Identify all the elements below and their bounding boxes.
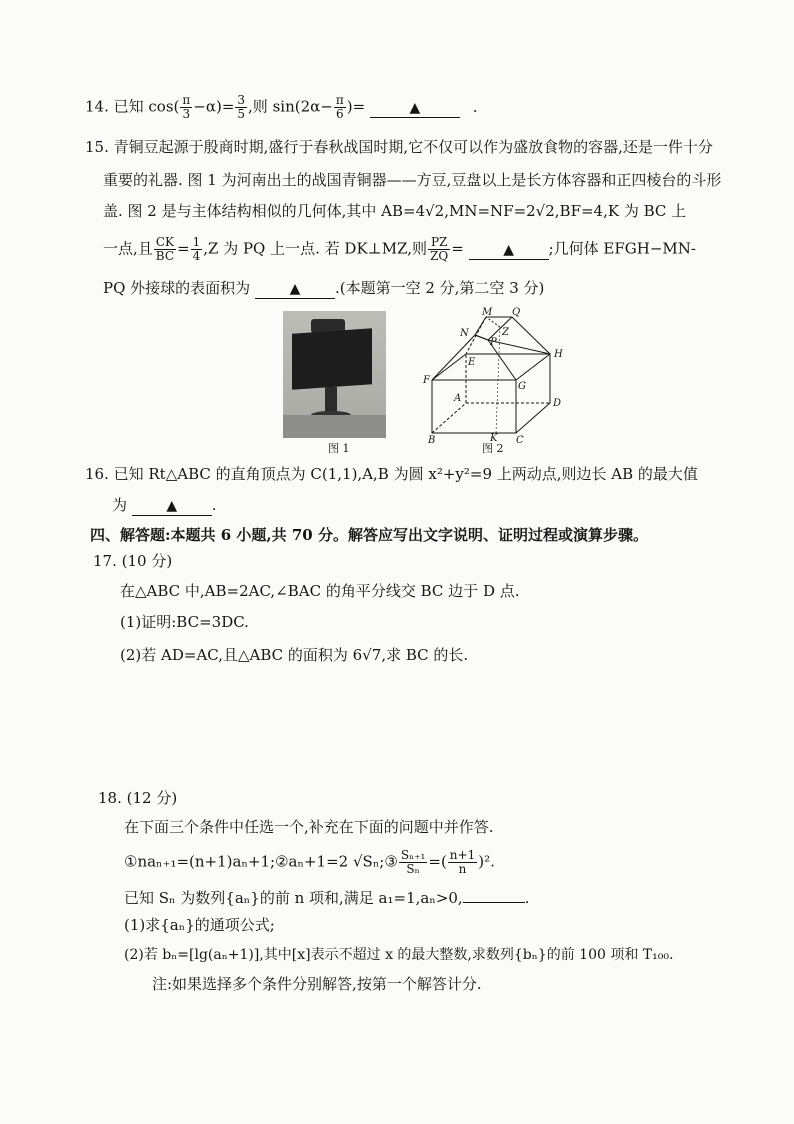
q18-frac-s-den: Sₙ bbox=[406, 862, 420, 876]
section-4-heading: 四、解答题:本题共 6 小题,共 70 分。解答应写出文字说明、证明过程或演算步骤。 bbox=[90, 526, 648, 544]
q18-stem: 在下面三个条件中任选一个,补充在下面的问题中并作答. bbox=[124, 818, 494, 836]
figure-2-caption: 图 2 bbox=[482, 442, 504, 455]
label-H: H bbox=[554, 349, 563, 360]
label-Q: Q bbox=[512, 307, 521, 318]
q18-frac-n-num: n+1 bbox=[449, 848, 476, 862]
q14-answer-blank[interactable] bbox=[370, 98, 460, 118]
q15-line-5 bbox=[103, 277, 544, 299]
q14-frac2-num: 3 bbox=[237, 93, 246, 107]
q17-part-1: (1)证明:BC=3DC. bbox=[120, 613, 249, 631]
q15-frac-4: 4 bbox=[192, 249, 201, 263]
q17-stem: 在△ABC 中,AB=2AC,∠BAC 的角平分线交 BC 边于 D 点. bbox=[120, 582, 520, 600]
q15-frac-1-4 bbox=[191, 236, 203, 263]
triangle-mark-icon: ▲ bbox=[503, 241, 514, 258]
label-N: N bbox=[460, 328, 469, 339]
vessel-body bbox=[292, 328, 372, 390]
vessel-surface bbox=[283, 415, 386, 438]
q17-heading: 17. (10 分) bbox=[93, 552, 173, 570]
q18-cond-b: =( bbox=[428, 852, 447, 871]
q15-line-4 bbox=[103, 236, 696, 263]
label-P: P bbox=[490, 337, 497, 348]
vessel-stem bbox=[325, 387, 337, 413]
question-14 bbox=[85, 94, 477, 121]
q16-l2-a: 为 bbox=[112, 496, 128, 514]
q14-prefix: 14. 已知 cos( bbox=[85, 97, 180, 116]
q16-answer-blank[interactable] bbox=[132, 496, 212, 516]
figure-1-bronze-vessel-photo bbox=[283, 311, 386, 438]
figure-1-caption: 图 1 bbox=[328, 442, 350, 455]
q18-cond-a: ①naₙ₊₁=(n+1)aₙ+1;②aₙ+1=2 √Sₙ;③ bbox=[124, 852, 398, 871]
q15-frac-pz-zq bbox=[428, 236, 450, 263]
figure-2-geometry-diagram bbox=[420, 305, 570, 445]
q15-l4-e: ;几何体 EFGH−MN- bbox=[548, 239, 696, 258]
label-Z: Z bbox=[502, 327, 509, 338]
q14-frac3-den: 6 bbox=[335, 107, 344, 121]
q14-mid1: −α)= bbox=[193, 97, 235, 116]
q15-l5-a: PQ 外接球的表面积为 bbox=[103, 279, 251, 297]
q18-frac-n bbox=[448, 849, 477, 876]
q18-heading: 18. (12 分) bbox=[98, 789, 178, 807]
q15-frac-zq: ZQ bbox=[430, 249, 449, 263]
q15-l4-b: = bbox=[177, 239, 190, 258]
q18-frac-n-den: n bbox=[458, 862, 467, 876]
q14-mid3: )= bbox=[346, 97, 366, 116]
q14-frac3-num: π bbox=[335, 93, 344, 107]
q18-part-1: (1)求{aₙ}的通项公式; bbox=[124, 916, 275, 934]
label-A: A bbox=[454, 393, 462, 404]
q15-line-2: 重要的礼器. 图 1 为河南出土的战国青铜器——方豆,豆盘以上是长方体容器和正四棱台的斗形 bbox=[103, 171, 722, 189]
q18-frac-s-num: Sₙ₊₁ bbox=[400, 848, 426, 862]
q14-frac1-den: 3 bbox=[182, 107, 191, 121]
q15-l4-a: 一点,且 bbox=[103, 239, 153, 258]
q18-conditions bbox=[124, 849, 495, 876]
q16-line-2 bbox=[112, 494, 217, 516]
q15-l5-b: .(本题第一空 2 分,第二空 3 分) bbox=[334, 279, 545, 297]
label-F: F bbox=[423, 375, 430, 386]
triangle-mark-icon: ▲ bbox=[166, 498, 178, 514]
label-E: E bbox=[468, 357, 476, 368]
q14-mid2: ,则 sin(2α− bbox=[248, 97, 333, 116]
q14-end: . bbox=[472, 97, 478, 116]
label-D: D bbox=[553, 398, 562, 409]
q15-frac-ck: CK bbox=[154, 236, 176, 250]
q18-given bbox=[124, 887, 529, 909]
q16-line-1: 16. 已知 Rt△ABC 的直角顶点为 C(1,1),A,B 为圆 x²+y²=9 上两动点,则边长 AB 的最大值 bbox=[85, 465, 698, 483]
label-C: C bbox=[516, 435, 524, 445]
triangle-mark-icon: ▲ bbox=[409, 99, 421, 116]
label-B: B bbox=[428, 435, 436, 445]
q18-cond-c: )². bbox=[478, 852, 495, 871]
q15-answer-blank-2[interactable] bbox=[255, 279, 335, 299]
q15-line-1: 15. 青铜豆起源于殷商时期,盛行于春秋战国时期,它不仅可以作为盛放食物的容器,还是一件十分 bbox=[85, 138, 713, 156]
label-M: M bbox=[482, 307, 493, 318]
q14-frac-3-5 bbox=[235, 94, 247, 121]
q14-frac1-num: π bbox=[182, 93, 191, 107]
q14-frac-pi-6 bbox=[334, 94, 346, 121]
q18-condition-blank[interactable] bbox=[463, 902, 525, 903]
q18-given-end: . bbox=[524, 889, 530, 907]
q15-line-3: 盖. 图 2 是与主体结构相似的几何体,其中 AB=4√2,MN=NF=2√2,BF=4,K 为 BC 上 bbox=[103, 202, 687, 220]
q15-frac-1: 1 bbox=[192, 235, 201, 249]
q14-frac-pi-3 bbox=[180, 94, 192, 121]
q16-l2-b: . bbox=[211, 496, 217, 514]
q18-given-text: 已知 Sₙ 为数列{aₙ}的前 n 项和,满足 a₁=1,aₙ>0, bbox=[124, 889, 463, 907]
q15-answer-blank-1[interactable] bbox=[469, 240, 549, 260]
q18-note: 注:如果选择多个条件分别解答,按第一个解答计分. bbox=[152, 975, 482, 993]
q15-l4-d: = bbox=[451, 239, 464, 258]
label-K: K bbox=[490, 433, 498, 444]
q14-frac2-den: 5 bbox=[237, 107, 246, 121]
q15-l4-c: ,Z 为 PQ 上一点. 若 DK⊥MZ,则 bbox=[203, 239, 428, 258]
q15-frac-ck-bc bbox=[154, 236, 176, 263]
q18-frac-s bbox=[399, 849, 428, 876]
q17-part-2: (2)若 AD=AC,且△ABC 的面积为 6√7,求 BC 的长. bbox=[120, 646, 469, 664]
q15-frac-bc: BC bbox=[155, 249, 175, 263]
q18-part-2: (2)若 bₙ=[lg(aₙ+1)],其中[x]表示不超过 x 的最大整数,求数列{bₙ}的前 100 项和 T₁₀₀. bbox=[124, 947, 674, 963]
q15-frac-pz: PZ bbox=[428, 236, 450, 250]
triangle-mark-icon: ▲ bbox=[289, 281, 301, 297]
label-G: G bbox=[518, 381, 526, 392]
